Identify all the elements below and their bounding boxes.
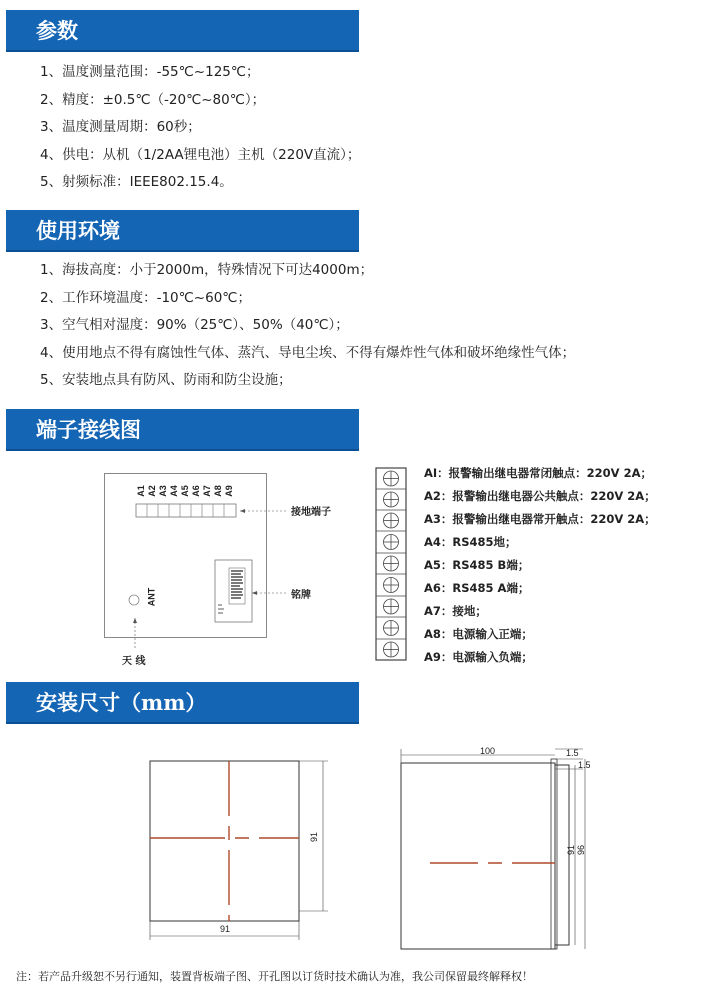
env-list <box>40 257 575 395</box>
section-title-terminal: 端子接线图 <box>6 409 359 451</box>
list-item: 1、海拔高度：小于2000m，特殊情况下可达4000m； <box>40 262 374 278</box>
list-item: 2、精度：±0.5℃（-20℃~80℃）； <box>40 91 266 108</box>
list-item: 3、温度测量周期：60秒； <box>40 119 201 135</box>
antenna-label: 天 线 <box>122 656 146 667</box>
list-item: 3、空气相对湿度：90%（25℃）、50%（40℃）； <box>40 317 349 333</box>
list-item: 4、供电：从机（1/2AA锂电池）主机（220V直流）； <box>40 146 361 163</box>
section-title-params: 参数 <box>6 10 359 52</box>
pin-label: A6 <box>190 485 201 497</box>
pin-label: A7 <box>201 485 212 497</box>
back-panel-art <box>100 470 300 670</box>
section-title-install: 安装尺寸（mm） <box>6 682 359 724</box>
front-view-drawing <box>140 750 340 950</box>
terminal-desc: A9：电源输入负端； <box>424 650 533 664</box>
side-width-dim: 100 <box>480 746 496 756</box>
pin-label: A3 <box>157 485 168 497</box>
list-item: 5、安装地点具有防风、防雨和防尘设施； <box>40 372 292 388</box>
pin-label: A2 <box>146 485 157 497</box>
list-item: 5、射频标准：IEEE802.15.4。 <box>40 174 233 190</box>
pin-label: A9 <box>223 485 234 497</box>
terminal-desc: A8：电源输入正端； <box>424 627 533 641</box>
pin-label: A4 <box>168 485 179 497</box>
side-thickness-dim-1: 1.5 <box>566 748 579 758</box>
front-height-dim: 91 <box>309 831 320 843</box>
params-list <box>40 59 360 197</box>
side-thickness-dim-2: 1.5 <box>578 760 591 770</box>
terminal-desc: AI：报警输出继电器常闭触点：220V 2A； <box>424 466 652 480</box>
pin-label: A5 <box>179 485 190 497</box>
nameplate-label: 铭牌 <box>291 590 311 601</box>
terminal-desc: A3：报警输出继电器常开触点：220V 2A； <box>424 512 656 526</box>
list-item: 1、温度测量范围：-55℃~125℃； <box>40 64 260 80</box>
terminal-desc: A5：RS485 B端； <box>424 558 530 572</box>
pin-label: A1 <box>135 485 146 497</box>
footer-note: 注：若产品升级恕不另行通知，装置背板端子图、开孔图以订货时技术确认为准，我公司保留最终解释权！ <box>16 970 533 983</box>
list-item: 4、使用地点不得有腐蚀性气体、蒸汽、导电尘埃、不得有爆炸性气体和破坏绝缘性气体； <box>40 344 576 361</box>
terminal-desc: A2：报警输出继电器公共触点：220V 2A； <box>424 489 656 503</box>
terminal-desc: A7：接地； <box>424 604 487 618</box>
terminal-block <box>374 466 408 662</box>
ground-terminal-label: 接地端子 <box>291 507 331 518</box>
side-height-dim-2: 96 <box>576 844 587 856</box>
pin-label: A8 <box>212 485 223 497</box>
section-title-env: 使用环境 <box>6 210 359 252</box>
terminal-desc: A4：RS485地； <box>424 535 517 549</box>
side-height-dim-1: 91 <box>566 844 577 856</box>
list-item: 2、工作环境温度：-10℃~60℃； <box>40 289 251 306</box>
front-width-dim: 91 <box>220 924 231 934</box>
ant-label: ANT <box>146 587 157 607</box>
terminal-desc: A6：RS485 A端； <box>424 581 530 595</box>
